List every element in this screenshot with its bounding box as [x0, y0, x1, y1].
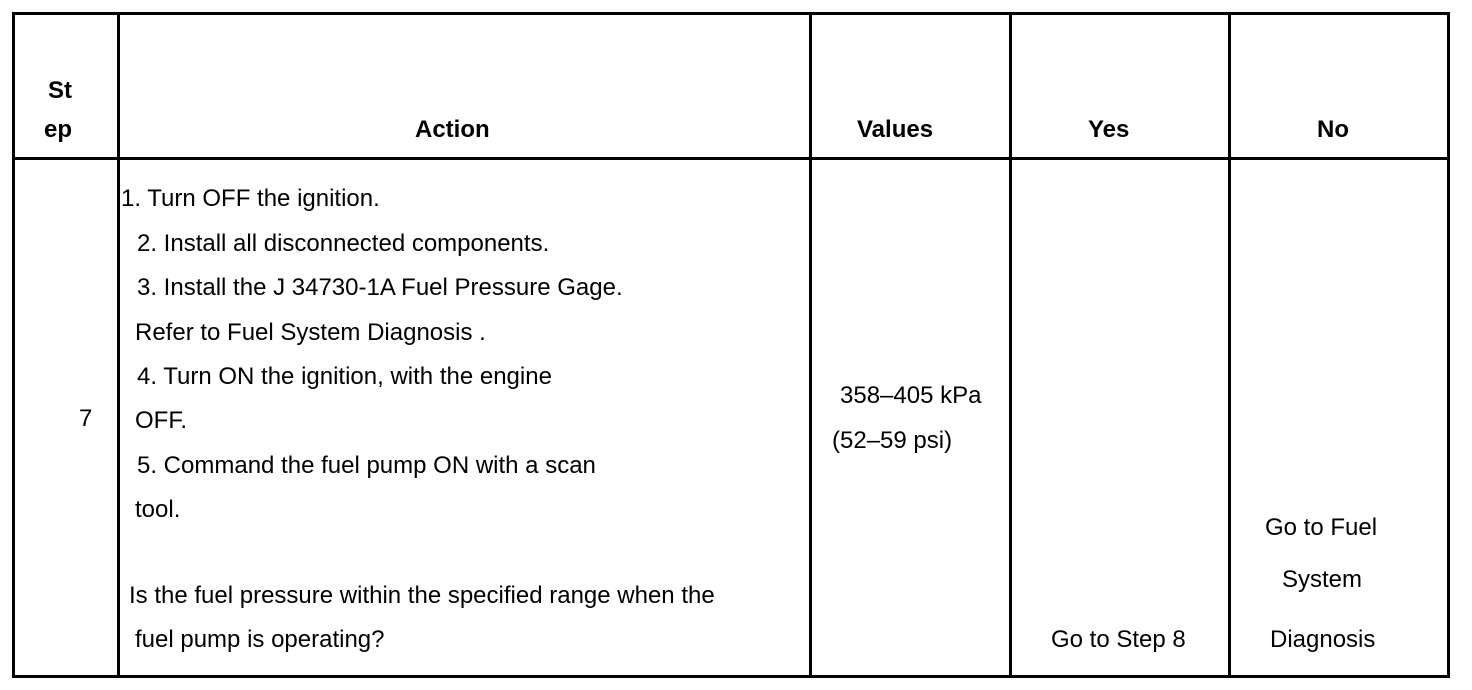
action-line: 3. Install the J 34730-1A Fuel Pressure Gage.: [137, 274, 623, 301]
action-question: fuel pump is operating?: [135, 626, 385, 653]
step-number: 7: [79, 405, 93, 432]
no-result-line1: Go to Fuel: [1265, 514, 1378, 541]
header-values: Values: [857, 116, 934, 143]
action-line: 2. Install all disconnected components.: [137, 230, 550, 257]
action-line: 4. Turn ON the ignition, with the engine: [137, 363, 552, 390]
header-divider: [15, 157, 1447, 160]
action-line: tool.: [135, 496, 181, 523]
diagnostic-table: [12, 12, 1450, 678]
action-line: 1. Turn OFF the ignition.: [121, 185, 380, 212]
values-psi: (52–59 psi): [832, 427, 953, 454]
action-line: 5. Command the fuel pump ON with a scan: [137, 452, 596, 479]
header-action: Action: [415, 116, 490, 143]
header-step-line2: ep: [44, 116, 73, 143]
yes-result: Go to Step 8: [1051, 626, 1186, 653]
action-line: OFF.: [135, 407, 187, 434]
action-line: Refer to Fuel System Diagnosis .: [135, 319, 486, 346]
column-divider: [1228, 15, 1231, 675]
header-step-line1: St: [48, 77, 72, 104]
no-result-line3: Diagnosis: [1270, 626, 1376, 653]
column-divider: [809, 15, 812, 675]
no-result-line2: System: [1282, 566, 1363, 593]
values-kpa: 358–405 kPa: [840, 382, 982, 409]
action-question: Is the fuel pressure within the specified range when the: [129, 582, 715, 609]
header-yes: Yes: [1088, 116, 1130, 143]
header-no: No: [1317, 116, 1349, 143]
column-divider: [117, 15, 120, 675]
column-divider: [1009, 15, 1012, 675]
